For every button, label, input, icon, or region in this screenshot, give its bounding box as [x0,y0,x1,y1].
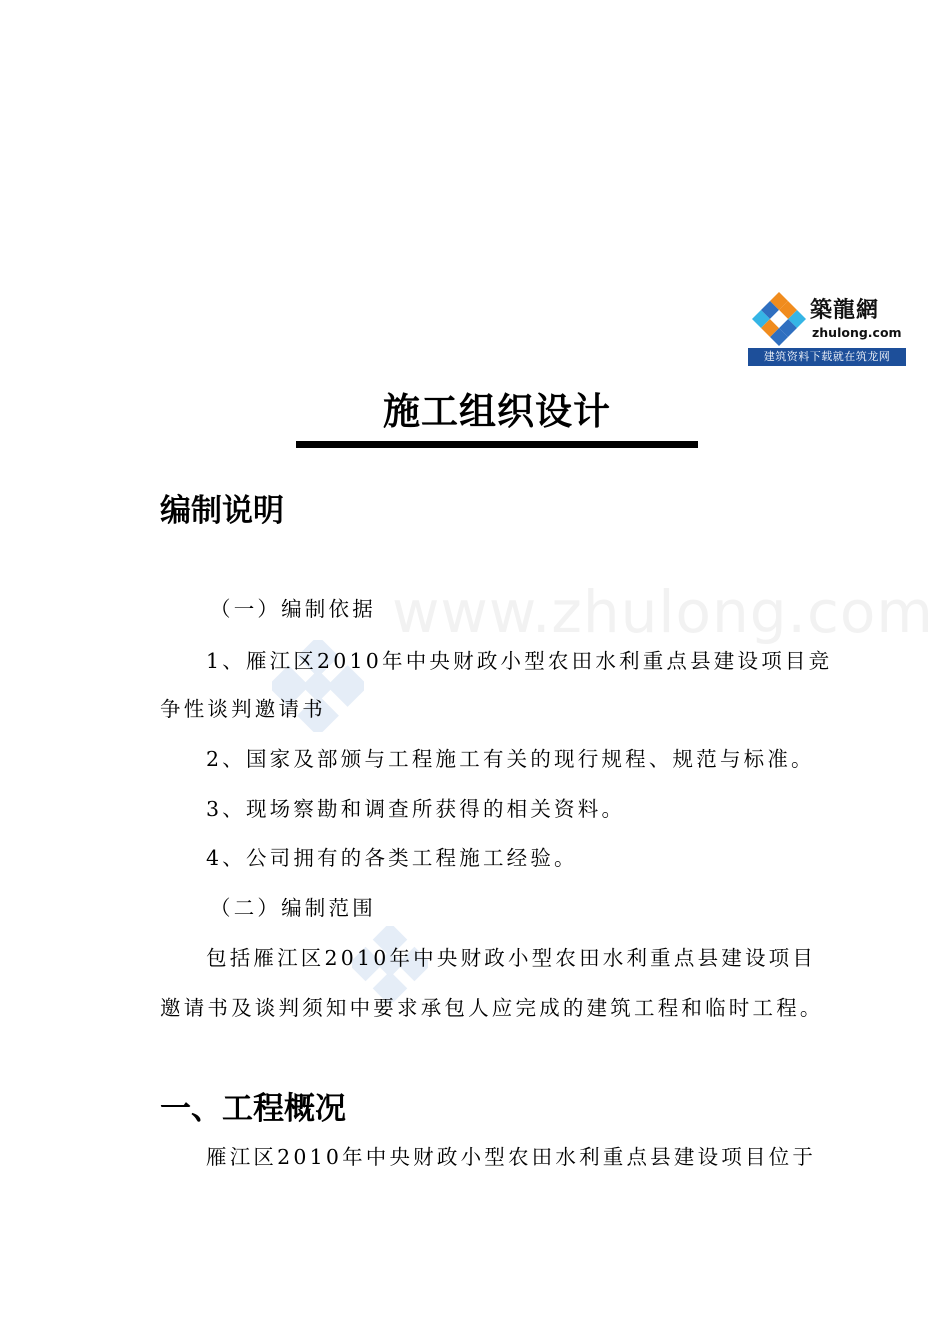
paragraph-line: 4、公司拥有的各类工程施工经验。 [206,846,578,870]
section-heading-gaikuang: 一、工程概况 [160,1091,346,1127]
subheading-basis: （一）编制依据 [210,597,376,621]
paragraph-line: 包括雁江区2010年中央财政小型农田水利重点县建设项目 [206,946,817,970]
paragraph-line: 2、国家及部颁与工程施工有关的现行规程、规范与标准。 [206,747,815,771]
subheading-scope: （二）编制范围 [210,896,376,920]
logo-url: zhulong.com [812,325,902,340]
document-title: 施工组织设计 [383,390,611,433]
paragraph-line: 争性谈判邀请书 [160,697,326,721]
zhulong-logo [748,289,906,367]
title-underline [296,441,698,448]
section-heading-bianzhi: 编制说明 [160,493,284,529]
zhulong-diamond-icon [751,291,807,347]
paragraph-line: 3、现场察勘和调查所获得的相关资料。 [206,797,626,821]
paragraph-line: 邀请书及谈判须知中要求承包人应完成的建筑工程和临时工程。 [160,996,824,1020]
paragraph-line: 雁江区2010年中央财政小型农田水利重点县建设项目位于 [206,1145,817,1169]
watermark-text: www.zhulong.com [392,578,934,646]
logo-brand-name: 築龍網 [810,297,880,323]
logo-slogan: 建筑资料下载就在筑龙网 [748,348,906,366]
paragraph-line: 1、雁江区2010年中央财政小型农田水利重点县建设项目竞 [206,649,833,673]
